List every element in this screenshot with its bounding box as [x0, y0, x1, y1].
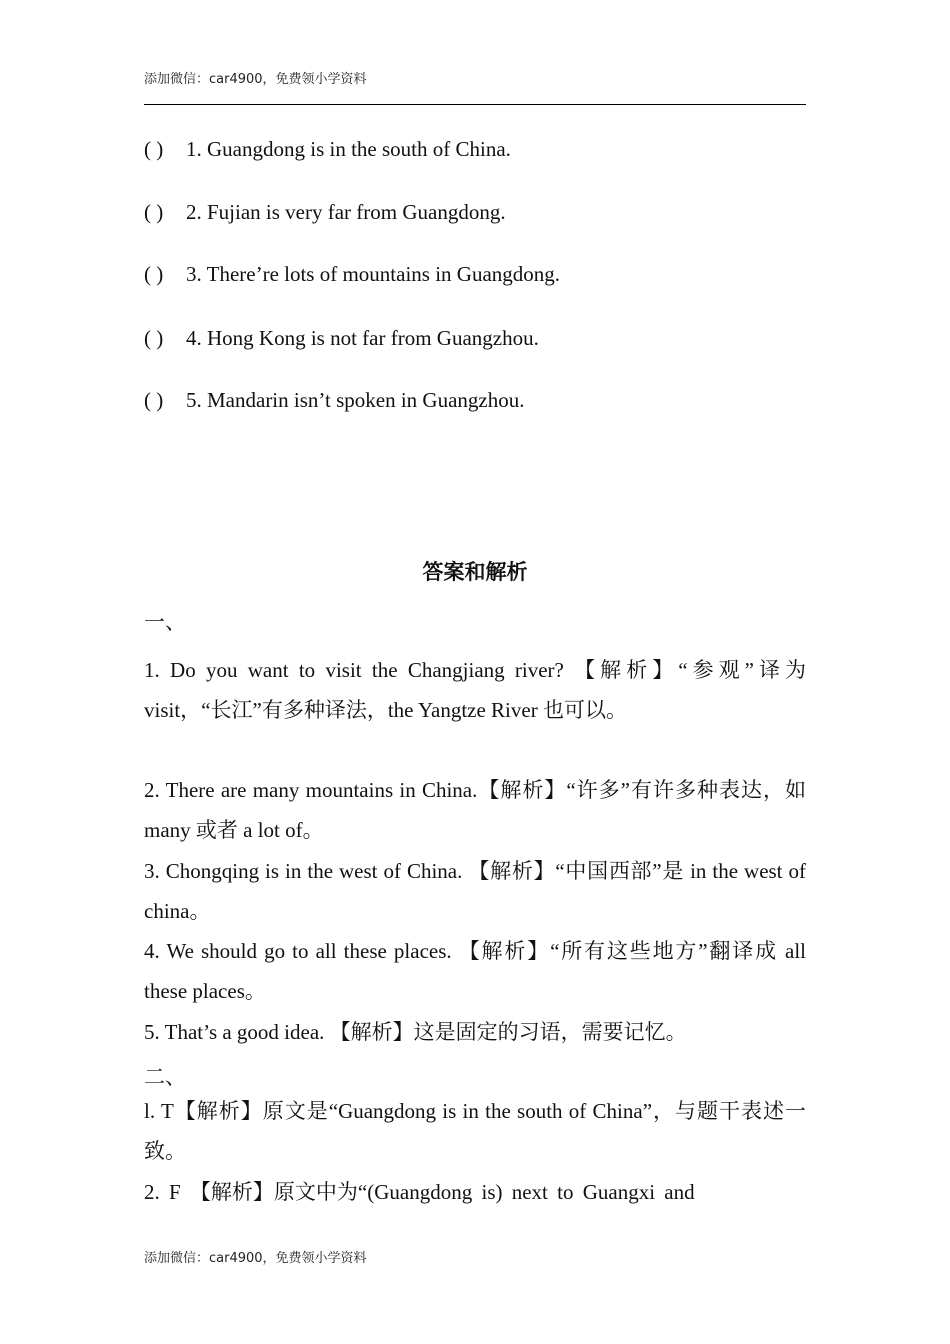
answer-blank[interactable]: ( ) [144, 326, 164, 350]
header-rule [144, 104, 806, 105]
question-text: 3. There’re lots of mountains in Guangdong. [186, 262, 561, 286]
answer-title: 答案和解析 [422, 559, 528, 584]
question-text: 1. Guangdong is in the south of China. [186, 137, 511, 161]
answer-item: 5. That’s a good idea. 【解析】这是固定的习语，需要记忆。 [144, 1020, 687, 1044]
page-footer: 添加微信：car4900，免费领小学资料 [144, 1251, 367, 1266]
page-header: 添加微信：car4900，免费领小学资料 [144, 72, 367, 87]
question-item [144, 262, 560, 287]
answer-item: 2. There are many mountains in China.【解析】“许多”有许多种表达，如 many 或者 a lot of。 [144, 778, 806, 842]
answer-blank[interactable]: ( ) [144, 388, 164, 412]
question-item [144, 137, 511, 162]
question-item [144, 200, 506, 225]
answer-item: 1. Do you want to visit the Changjiang river? 【解析】“参观”译为 visit，“长江”有多种译法，the Yangtze River 也可以。 [144, 658, 806, 722]
question-item [144, 388, 524, 413]
question-text: 2. Fujian is very far from Guangdong. [186, 200, 506, 224]
answer-item: 4. We should go to all these places. 【解析】“所有这些地方”翻译成 all these places。 [144, 939, 806, 1003]
answer-item: 3. Chongqing is in the west of China. 【解析】“中国西部”是 in the west of china。 [144, 859, 806, 923]
answer-item: 2. F 【解析】原文中为“(Guangdong is) next to Guangxi and [144, 1180, 695, 1204]
question-text: 4. Hong Kong is not far from Guangzhou. [186, 326, 539, 350]
answer-item: l. T【解析】原文是“Guangdong is in the south of China”，与题干表述一致。 [144, 1099, 806, 1163]
section-label: 一、 [144, 610, 186, 634]
answer-blank[interactable]: ( ) [144, 200, 164, 224]
answer-blank[interactable]: ( ) [144, 262, 164, 286]
question-item [144, 326, 539, 351]
section-label: 二、 [144, 1065, 186, 1089]
answer-blank[interactable]: ( ) [144, 137, 164, 161]
question-text: 5. Mandarin isn’t spoken in Guangzhou. [186, 388, 525, 412]
